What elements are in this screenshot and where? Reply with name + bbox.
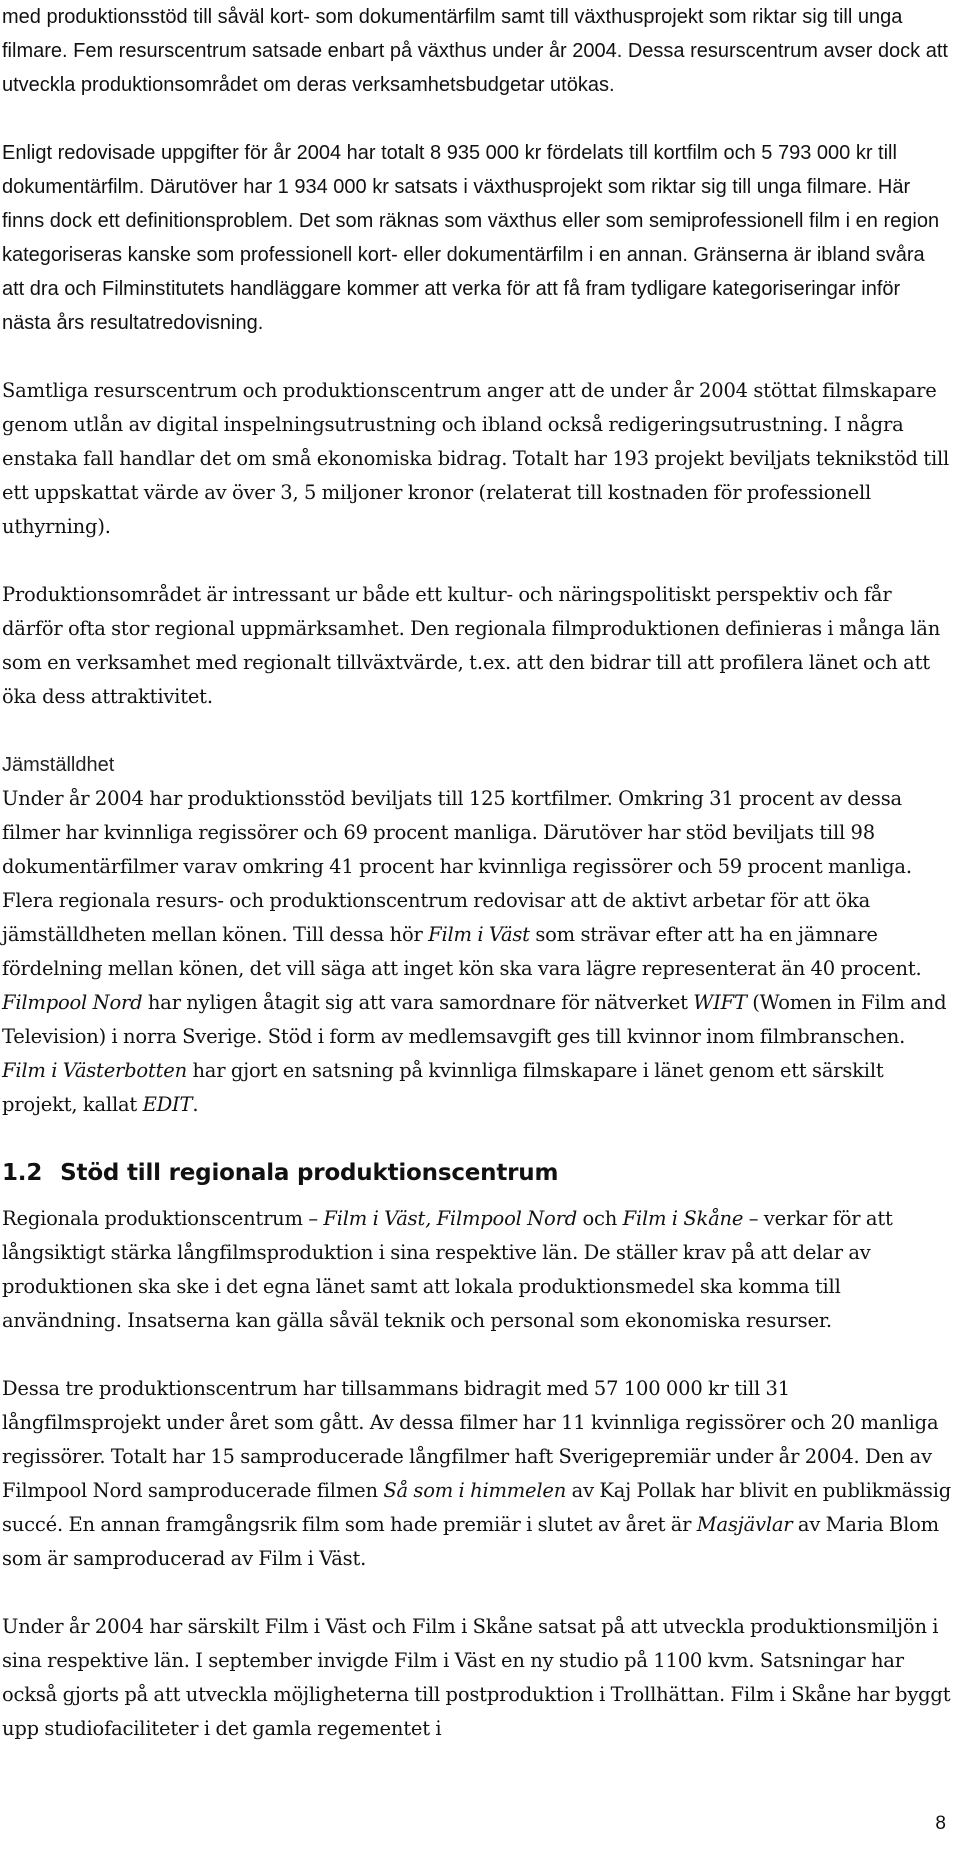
text-run: Dessa tre produktionscentrum har tillsammans bidragit med 57 100 000 kr till 31 långfilmsprojekt under året som gått. Av dessa filmer har 11 kvinnliga regissörer och 20 manliga regissörer. Totalt har 15 samproducerade långfilmer haft Sverigepremiär under år 2004. Den av Filmpool Nord samproducerade filmen [2, 1377, 939, 1502]
paragraph-gap [2, 544, 952, 578]
text-run: och [576, 1207, 623, 1230]
text-run: av Maria Blom som är samproducerad av Film i Väst. [2, 1513, 939, 1570]
emphasis-film-i-vast: Film i Väst [428, 923, 530, 946]
text-run: med produktionsstöd till såväl kort- som dokumentärfilm samt till växthusprojekt som riktar sig till unga filmare. Fem resurscentrum satsade enbart på växthus under år 2004. Dessa resurscentrum avser dock att utveckla produktionsområdet om deras verksamhetsbudgetar utökas. [2, 6, 948, 96]
text-column [2, 0, 952, 1746]
section-title: Stöd till regionala produktionscentrum [60, 1160, 559, 1186]
emphasis-wift: WIFT [693, 991, 747, 1014]
text-run: Samtliga resurscentrum och produktionscentrum anger att de under år 2004 stöttat filmskapare genom utlån av digital inspelningsutrustning och ibland också redigeringsutrustning. I några enstaka fall handlar det om små ekonomiska bidrag. Totalt har 193 projekt beviljats teknikstöd till ett uppskattat värde av över 3, 5 miljoner kronor (relaterat till kostnaden för professionell uthyrning). [2, 379, 950, 538]
text-run: . [192, 1093, 199, 1116]
paragraph-gap [2, 1122, 952, 1156]
page-number: 8 [935, 1813, 946, 1834]
text-run: av Kaj Pollak har blivit en publikmässig succé. En annan framgångsrik film som hade premiär i slutet av året är [2, 1479, 952, 1536]
paragraph-gap [2, 1338, 952, 1372]
paragraph-regional-production-centres [2, 1202, 952, 1338]
emphasis-film-title-sa-som-i-himmelen: Så som i himmelen [383, 1479, 567, 1502]
text-run: Produktionsområdet är intressant ur både ett kultur- och näringspolitiskt perspektiv och får därför ofta stor regional uppmärksamhet. Den regionala filmproduktionen definieras i många län som en verksamhet med regionalt tillväxtvärde, t.ex. att den bidrar till att profilera länet och att öka dess attraktivitet. [2, 583, 941, 708]
text-run: Under år 2004 har särskilt Film i Väst och Film i Skåne satsat på att utveckla produktionsmiljön i sina respektive län. I september invigde Film i Väst en ny studio på 1100 kvm. Satsningar har också gjorts på att utveckla möjligheterna till postproduktion i Trollhättan. Film i Skåne har byggt upp studiofaciliteter i det gamla regementet i [2, 1615, 951, 1740]
paragraph-feature-films [2, 1372, 952, 1576]
heading-gap [2, 1190, 952, 1202]
emphasis-filmpool-nord: Filmpool Nord [2, 991, 143, 1014]
paragraph-equality [2, 782, 952, 1122]
emphasis-film-title-masjavlar: Masjävlar [696, 1513, 793, 1536]
section-number: 1.2 [2, 1160, 43, 1186]
emphasis-film-i-vasterbotten: Film i Västerbotten [2, 1059, 187, 1082]
emphasis-edit: EDIT [142, 1093, 193, 1116]
paragraph-production-environment [2, 1610, 952, 1746]
paragraph-gap [2, 714, 952, 748]
text-run: som strävar efter att ha en jämnare fördelning mellan könen, det vill säga att inget kön ska vara lägre representerat än 40 procent. [2, 923, 922, 980]
text-run: Regionala produktionscentrum – [2, 1207, 324, 1230]
emphasis-centre-names: Film i Väst, Filmpool Nord [323, 1207, 577, 1230]
text-run: Under år 2004 har produktionsstöd beviljats till 125 kortfilmer. Omkring 31 procent av dessa filmer har kvinnliga regissörer och 69 procent manliga. Därutöver har stöd beviljats till 98 dokumentärfilmer varav omkring 41 procent har kvinnliga regissörer och 59 procent manliga. Flera regionala resurs- och produktionscentrum redovisar att de aktivt arbetar för att öka jämställdheten mellan könen. Till dessa hör [2, 787, 912, 946]
paragraph-gap [2, 1576, 952, 1610]
subheading-equality: Jämställdhet [2, 754, 115, 776]
emphasis-film-i-skane: Film i Skåne [622, 1207, 744, 1230]
section-heading [2, 1156, 952, 1190]
paragraph-short-documentary-funding [2, 136, 952, 340]
text-run: – verkar för att långsiktigt stärka långfilmsproduktion i sina respektive län. De ställer krav på att delar av produktionen ska ske i det egna länet samt att lokala produktionsmedel ska komma till användning. Insatserna kan gälla såväl teknik och personal som ekonomiska resurser. [2, 1207, 893, 1332]
paragraph-gap [2, 340, 952, 374]
text-run: har gjort en satsning på kvinnliga filmskapare i länet genom ett särskilt projekt, kallat [2, 1059, 884, 1116]
text-run: (Women in Film and Television) i norra Sverige. Stöd i form av medlemsavgift ges till kvinnor inom filmbranschen. [2, 991, 947, 1048]
paragraph-gap [2, 102, 952, 136]
text-run: har nyligen åtagit sig att vara samordnare för nätverket [142, 991, 694, 1014]
paragraph-regional-interest [2, 578, 952, 714]
text-run: Enligt redovisade uppgifter för år 2004 har totalt 8 935 000 kr fördelats till kortfilm och 5 793 000 kr till dokumentärfilm. Därutöver har 1 934 000 kr satsats i växthusprojekt som riktar sig till unga filmare. Här finns dock ett definitionsproblem. Det som räknas som växthus eller som semiprofessionell film i en region kategoriseras kanske som professionell kort- eller dokumentärfilm i en annan. Gränserna är ibland svåra att dra och Filminstitutets handläggare kommer att verka för att få fram tydligare kategoriseringar inför nästa års resultatredovisning. [2, 142, 940, 334]
paragraph-production-support [2, 0, 952, 102]
paragraph-technical-support [2, 374, 952, 544]
